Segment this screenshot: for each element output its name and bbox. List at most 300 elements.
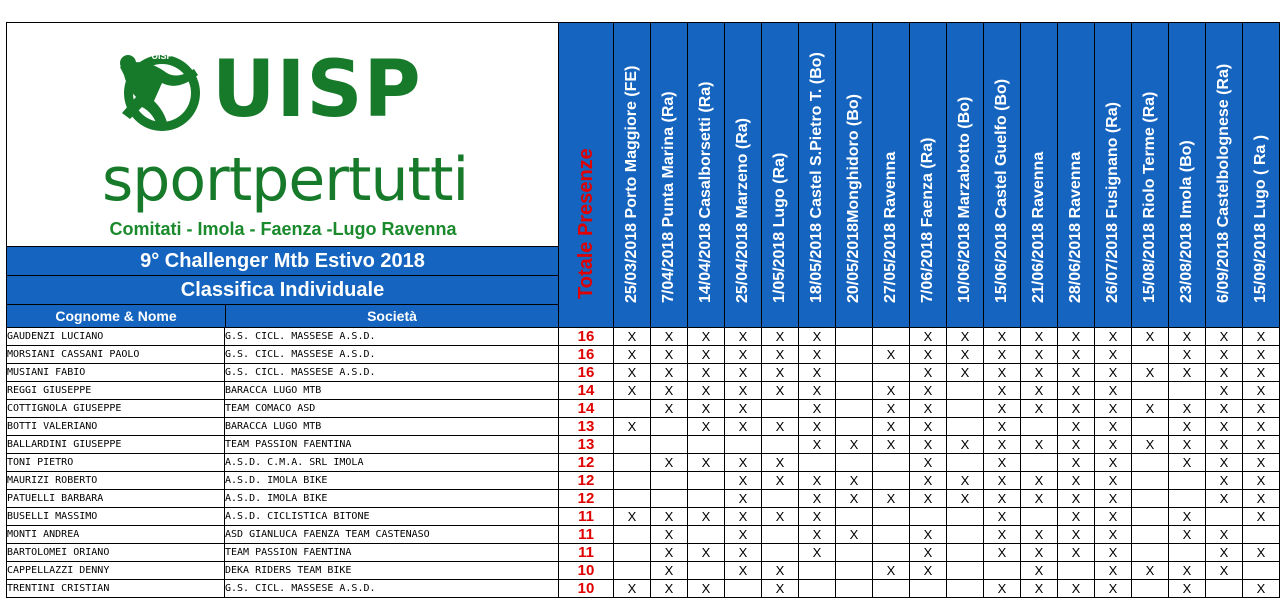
presence-cell: X	[725, 328, 762, 346]
presence-cell	[1243, 526, 1280, 544]
presence-cell	[762, 544, 799, 562]
presence-cell: X	[910, 346, 947, 364]
presence-cell: X	[1095, 562, 1132, 580]
presence-cell: X	[762, 382, 799, 400]
presence-cell	[836, 328, 873, 346]
table-row	[7, 418, 1280, 436]
presence-cell: X	[947, 490, 984, 508]
athlete-name: MONTI ANDREA	[7, 526, 225, 544]
presence-cell: X	[1095, 526, 1132, 544]
presence-cell: X	[1243, 490, 1280, 508]
presence-cell: X	[1095, 436, 1132, 454]
presence-cell: X	[1095, 454, 1132, 472]
athlete-name: MORSIANI CASSANI PAOLO	[7, 346, 225, 364]
presence-cell: X	[651, 508, 688, 526]
event-header-14	[1095, 23, 1132, 328]
presence-cell: X	[651, 544, 688, 562]
presence-cell	[1132, 454, 1169, 472]
presence-cell	[947, 544, 984, 562]
presence-cell: X	[688, 508, 725, 526]
presence-cell	[651, 490, 688, 508]
presence-cell: X	[688, 382, 725, 400]
presence-cell: X	[1206, 346, 1243, 364]
presence-cell	[651, 436, 688, 454]
presence-cell: X	[984, 436, 1021, 454]
presence-cell: X	[1058, 490, 1095, 508]
table-row	[7, 346, 1280, 364]
presence-cell	[725, 580, 762, 598]
presence-cell: X	[1095, 346, 1132, 364]
presence-cell: X	[725, 562, 762, 580]
presence-cell	[873, 580, 910, 598]
presence-cell: X	[725, 544, 762, 562]
presence-cell: X	[1058, 526, 1095, 544]
athlete-society: A.S.D. CICLISTICA BITONE	[225, 508, 559, 526]
table-row	[7, 454, 1280, 472]
presence-cell	[947, 526, 984, 544]
presence-cell	[688, 436, 725, 454]
presence-cell	[910, 508, 947, 526]
presence-cell	[873, 526, 910, 544]
presence-cell: X	[1169, 526, 1206, 544]
table-row	[7, 526, 1280, 544]
presence-cell: X	[984, 580, 1021, 598]
presence-cell: X	[873, 346, 910, 364]
presence-cell	[762, 400, 799, 418]
table-row	[7, 544, 1280, 562]
presence-cell	[799, 562, 836, 580]
presence-cell: X	[836, 436, 873, 454]
presence-cell	[947, 580, 984, 598]
presence-cell: X	[614, 382, 651, 400]
presence-cell: X	[1021, 328, 1058, 346]
presence-cell: X	[1058, 382, 1095, 400]
presence-cell	[873, 454, 910, 472]
presence-cell	[762, 490, 799, 508]
presence-cell	[836, 364, 873, 382]
presence-cell	[1132, 382, 1169, 400]
presence-cell: X	[1058, 436, 1095, 454]
presence-cell: X	[1243, 400, 1280, 418]
presence-cell	[947, 454, 984, 472]
presence-cell: X	[688, 454, 725, 472]
presence-cell: X	[688, 544, 725, 562]
presence-cell: X	[873, 436, 910, 454]
event-header-label: 25/04/2018 Marzeno (Ra)	[734, 118, 751, 303]
committees-label: Comitati - Imola - Faenza -Lugo Ravenna	[109, 219, 457, 239]
presence-cell: X	[1243, 454, 1280, 472]
table-row	[7, 472, 1280, 490]
presence-cell: X	[1095, 580, 1132, 598]
athlete-society: A.S.D. C.M.A. SRL IMOLA	[225, 454, 559, 472]
athlete-society: TEAM PASSION FAENTINA	[225, 544, 559, 562]
presence-cell: X	[1132, 562, 1169, 580]
presence-cell: X	[910, 364, 947, 382]
presence-cell: X	[1243, 472, 1280, 490]
presence-cell: X	[1206, 418, 1243, 436]
presence-cell	[836, 346, 873, 364]
event-header-label: 14/04/2018 Casalborsetti (Ra)	[697, 81, 714, 303]
event-header-3	[688, 23, 725, 328]
presence-cell: X	[1206, 400, 1243, 418]
presence-cell	[688, 490, 725, 508]
event-header-17	[1206, 23, 1243, 328]
event-header-8	[873, 23, 910, 328]
presence-cell: X	[1206, 382, 1243, 400]
presence-cell: X	[1243, 346, 1280, 364]
event-header-5	[762, 23, 799, 328]
presence-cell: X	[1206, 364, 1243, 382]
presence-cell: X	[910, 526, 947, 544]
presence-cell: X	[947, 328, 984, 346]
presence-cell: X	[1132, 328, 1169, 346]
event-header-label: 28/06/2018 Ravenna	[1067, 151, 1084, 303]
athlete-total: 10	[559, 562, 614, 580]
presence-cell	[1206, 508, 1243, 526]
presence-cell: X	[762, 580, 799, 598]
presence-cell: X	[1058, 418, 1095, 436]
presence-cell: X	[725, 526, 762, 544]
athlete-total: 12	[559, 472, 614, 490]
presence-cell: X	[1206, 472, 1243, 490]
presence-cell: X	[1132, 364, 1169, 382]
header-row	[7, 23, 1280, 328]
presence-cell: X	[799, 346, 836, 364]
athlete-name: TONI PIETRO	[7, 454, 225, 472]
presence-cell: X	[1021, 346, 1058, 364]
event-header-2	[651, 23, 688, 328]
presence-cell: X	[1243, 382, 1280, 400]
athlete-name: CAPPELLAZZI DENNY	[7, 562, 225, 580]
event-header-18	[1243, 23, 1280, 328]
presence-cell: X	[614, 346, 651, 364]
presence-cell: X	[799, 436, 836, 454]
athlete-society: G.S. CICL. MASSESE A.S.D.	[225, 580, 559, 598]
presence-cell: X	[1206, 562, 1243, 580]
presence-cell: X	[799, 472, 836, 490]
athlete-society: DEKA RIDERS TEAM BIKE	[225, 562, 559, 580]
presence-cell: X	[762, 364, 799, 382]
presence-cell	[614, 526, 651, 544]
presence-cell: X	[1169, 364, 1206, 382]
presence-cell: X	[910, 490, 947, 508]
presence-cell: X	[1058, 346, 1095, 364]
presence-cell: X	[910, 418, 947, 436]
event-header-label: 23/08/2018 Imola (Bo)	[1178, 140, 1195, 303]
presence-cell: X	[1021, 526, 1058, 544]
athlete-society: BARACCA LUGO MTB	[225, 382, 559, 400]
presence-cell	[799, 454, 836, 472]
athlete-name: PATUELLI BARBARA	[7, 490, 225, 508]
presence-cell	[947, 562, 984, 580]
presence-cell: X	[725, 346, 762, 364]
presence-cell: X	[873, 400, 910, 418]
presence-cell	[1021, 454, 1058, 472]
presence-cell	[873, 508, 910, 526]
presence-cell	[910, 580, 947, 598]
athlete-name: TRENTINI CRISTIAN	[7, 580, 225, 598]
event-header-label: 21/06/2018 Ravenna	[1030, 151, 1047, 303]
presence-cell	[947, 508, 984, 526]
presence-cell: X	[1021, 382, 1058, 400]
presence-cell: X	[1021, 562, 1058, 580]
presence-cell: X	[1243, 508, 1280, 526]
event-header-4	[725, 23, 762, 328]
athlete-total: 11	[559, 508, 614, 526]
presence-cell: X	[799, 400, 836, 418]
presence-cell: X	[651, 526, 688, 544]
presence-cell: X	[651, 328, 688, 346]
presence-cell: X	[1095, 364, 1132, 382]
athlete-name: BOTTI VALERIANO	[7, 418, 225, 436]
presence-cell: X	[1243, 328, 1280, 346]
athlete-society: BARACCA LUGO MTB	[225, 418, 559, 436]
presence-cell: X	[1169, 418, 1206, 436]
presence-cell: X	[873, 382, 910, 400]
presence-cell: X	[614, 364, 651, 382]
presence-cell: X	[984, 418, 1021, 436]
presence-cell: X	[762, 562, 799, 580]
presence-cell: X	[688, 580, 725, 598]
presence-cell: X	[1021, 400, 1058, 418]
presence-cell: X	[873, 490, 910, 508]
presence-cell	[614, 562, 651, 580]
presence-cell	[1169, 382, 1206, 400]
presence-cell	[1021, 418, 1058, 436]
athlete-name: MUSIANI FABIO	[7, 364, 225, 382]
event-header-13	[1058, 23, 1095, 328]
table-row	[7, 436, 1280, 454]
presence-cell: X	[762, 508, 799, 526]
presence-cell: X	[799, 508, 836, 526]
presence-cell	[1169, 544, 1206, 562]
athlete-name: REGGI GIUSEPPE	[7, 382, 225, 400]
presence-cell: X	[947, 364, 984, 382]
presence-cell	[947, 382, 984, 400]
presence-cell: X	[1095, 382, 1132, 400]
athlete-society: TEAM COMACO ASD	[225, 400, 559, 418]
presence-cell	[1169, 490, 1206, 508]
presence-cell	[836, 382, 873, 400]
logo-tagline: sportpertutti	[102, 145, 469, 215]
presence-cell: X	[873, 562, 910, 580]
presence-cell: X	[725, 364, 762, 382]
table-row	[7, 328, 1280, 346]
presence-cell: X	[1058, 364, 1095, 382]
presence-cell: X	[947, 436, 984, 454]
presence-cell: X	[651, 562, 688, 580]
presence-cell: X	[651, 364, 688, 382]
presence-cell	[1206, 580, 1243, 598]
athlete-society: TEAM PASSION FAENTINA	[225, 436, 559, 454]
presence-cell: X	[910, 562, 947, 580]
table-row	[7, 562, 1280, 580]
athlete-total: 11	[559, 526, 614, 544]
presence-cell: X	[1169, 400, 1206, 418]
presence-cell: X	[910, 400, 947, 418]
presence-cell: X	[1058, 508, 1095, 526]
presence-cell: X	[1206, 454, 1243, 472]
presence-cell: X	[725, 454, 762, 472]
presence-cell: X	[1095, 472, 1132, 490]
presence-cell: X	[1095, 490, 1132, 508]
title-block	[7, 23, 559, 328]
total-header	[559, 23, 614, 328]
presence-cell: X	[725, 508, 762, 526]
event-header-label: 18/05/2018 Castel S.Pietro T. (Bo)	[808, 52, 825, 303]
athlete-total: 10	[559, 580, 614, 598]
presence-cell: X	[614, 418, 651, 436]
presence-cell: X	[947, 346, 984, 364]
ranking-table	[6, 22, 1280, 598]
event-header-16	[1169, 23, 1206, 328]
presence-cell: X	[1058, 328, 1095, 346]
presence-cell	[614, 454, 651, 472]
presence-cell: X	[614, 580, 651, 598]
presence-cell	[836, 454, 873, 472]
col-society-header: Società	[226, 305, 558, 327]
presence-cell	[614, 400, 651, 418]
presence-cell: X	[1058, 472, 1095, 490]
presence-cell: X	[1095, 508, 1132, 526]
athlete-total: 12	[559, 490, 614, 508]
athlete-total: 13	[559, 418, 614, 436]
presence-cell: X	[799, 526, 836, 544]
presence-cell: X	[725, 418, 762, 436]
athlete-total: 12	[559, 454, 614, 472]
presence-cell: X	[984, 400, 1021, 418]
presence-cell: X	[984, 364, 1021, 382]
presence-cell: X	[947, 472, 984, 490]
athlete-name: COTTIGNOLA GIUSEPPE	[7, 400, 225, 418]
presence-cell	[947, 418, 984, 436]
presence-cell	[762, 526, 799, 544]
event-header-label: 10/06/2018 Marzabotto (Bo)	[956, 96, 973, 303]
athlete-society: G.S. CICL. MASSESE A.S.D.	[225, 364, 559, 382]
presence-cell: X	[651, 400, 688, 418]
presence-cell: X	[1206, 526, 1243, 544]
presence-cell: X	[836, 526, 873, 544]
table-row	[7, 580, 1280, 598]
athlete-name: BARTOLOMEI ORIANO	[7, 544, 225, 562]
presence-cell: X	[1169, 508, 1206, 526]
presence-cell: X	[799, 418, 836, 436]
presence-cell: X	[1058, 400, 1095, 418]
presence-cell	[614, 490, 651, 508]
ranking-body	[7, 328, 1280, 598]
logo-brand: UISP	[212, 45, 422, 135]
presence-cell: X	[688, 328, 725, 346]
presence-cell	[836, 418, 873, 436]
presence-cell: X	[1095, 544, 1132, 562]
athlete-name: BUSELLI MASSIMO	[7, 508, 225, 526]
presence-cell: X	[614, 508, 651, 526]
presence-cell: X	[1206, 328, 1243, 346]
presence-cell: X	[873, 418, 910, 436]
presence-cell: X	[1243, 418, 1280, 436]
presence-cell: X	[1243, 580, 1280, 598]
presence-cell	[873, 544, 910, 562]
presence-cell: X	[725, 382, 762, 400]
presence-cell: X	[1206, 490, 1243, 508]
event-header-label: 27/05/2018 Ravenna	[882, 151, 899, 303]
athlete-total: 13	[559, 436, 614, 454]
presence-cell: X	[688, 346, 725, 364]
athlete-name: BALLARDINI GIUSEPPE	[7, 436, 225, 454]
event-header-label: 15/09/2018 Lugo ( Ra )	[1252, 134, 1269, 303]
presence-cell: X	[1021, 544, 1058, 562]
runner-icon	[102, 45, 207, 135]
presence-cell	[725, 436, 762, 454]
presence-cell: X	[799, 490, 836, 508]
presence-cell: X	[984, 508, 1021, 526]
presence-cell	[651, 418, 688, 436]
event-header-12	[1021, 23, 1058, 328]
presence-cell	[799, 580, 836, 598]
presence-cell	[1132, 580, 1169, 598]
presence-cell: X	[688, 364, 725, 382]
presence-cell: X	[1095, 328, 1132, 346]
presence-cell: X	[1132, 400, 1169, 418]
presence-cell: X	[1169, 436, 1206, 454]
column-headers	[7, 304, 558, 327]
table-row	[7, 508, 1280, 526]
presence-cell: X	[688, 400, 725, 418]
presence-cell: X	[1095, 418, 1132, 436]
presence-cell	[614, 472, 651, 490]
event-header-6	[799, 23, 836, 328]
presence-cell: X	[1243, 436, 1280, 454]
presence-cell: X	[910, 472, 947, 490]
table-row	[7, 400, 1280, 418]
presence-cell: X	[1169, 454, 1206, 472]
presence-cell	[688, 472, 725, 490]
table-row	[7, 490, 1280, 508]
presence-cell	[984, 562, 1021, 580]
uisp-logo	[7, 23, 558, 246]
presence-cell	[762, 436, 799, 454]
event-header-label: 26/07/2018 Fusignano (Ra)	[1104, 102, 1121, 303]
presence-cell: X	[910, 544, 947, 562]
presence-cell: X	[1206, 436, 1243, 454]
presence-cell: X	[1206, 544, 1243, 562]
presence-cell: X	[1021, 364, 1058, 382]
presence-cell: X	[1132, 436, 1169, 454]
event-header-label: 1/05/2018 Lugo (Ra)	[771, 152, 788, 303]
athlete-society: ASD GIANLUCA FAENZA TEAM CASTENASO	[225, 526, 559, 544]
table-row	[7, 364, 1280, 382]
presence-cell	[1132, 472, 1169, 490]
presence-cell	[1132, 346, 1169, 364]
athlete-total: 11	[559, 544, 614, 562]
athlete-society: G.S. CICL. MASSESE A.S.D.	[225, 346, 559, 364]
presence-cell: X	[1021, 472, 1058, 490]
presence-cell: X	[614, 328, 651, 346]
presence-cell: X	[984, 544, 1021, 562]
presence-cell: X	[1169, 346, 1206, 364]
presence-cell: X	[799, 382, 836, 400]
presence-cell: X	[836, 490, 873, 508]
presence-cell	[1243, 562, 1280, 580]
presence-cell: X	[762, 454, 799, 472]
presence-cell: X	[725, 490, 762, 508]
athlete-total: 16	[559, 364, 614, 382]
athlete-society: G.S. CICL. MASSESE A.S.D.	[225, 328, 559, 346]
presence-cell: X	[984, 328, 1021, 346]
presence-cell	[1132, 418, 1169, 436]
presence-cell: X	[799, 364, 836, 382]
presence-cell: X	[984, 346, 1021, 364]
